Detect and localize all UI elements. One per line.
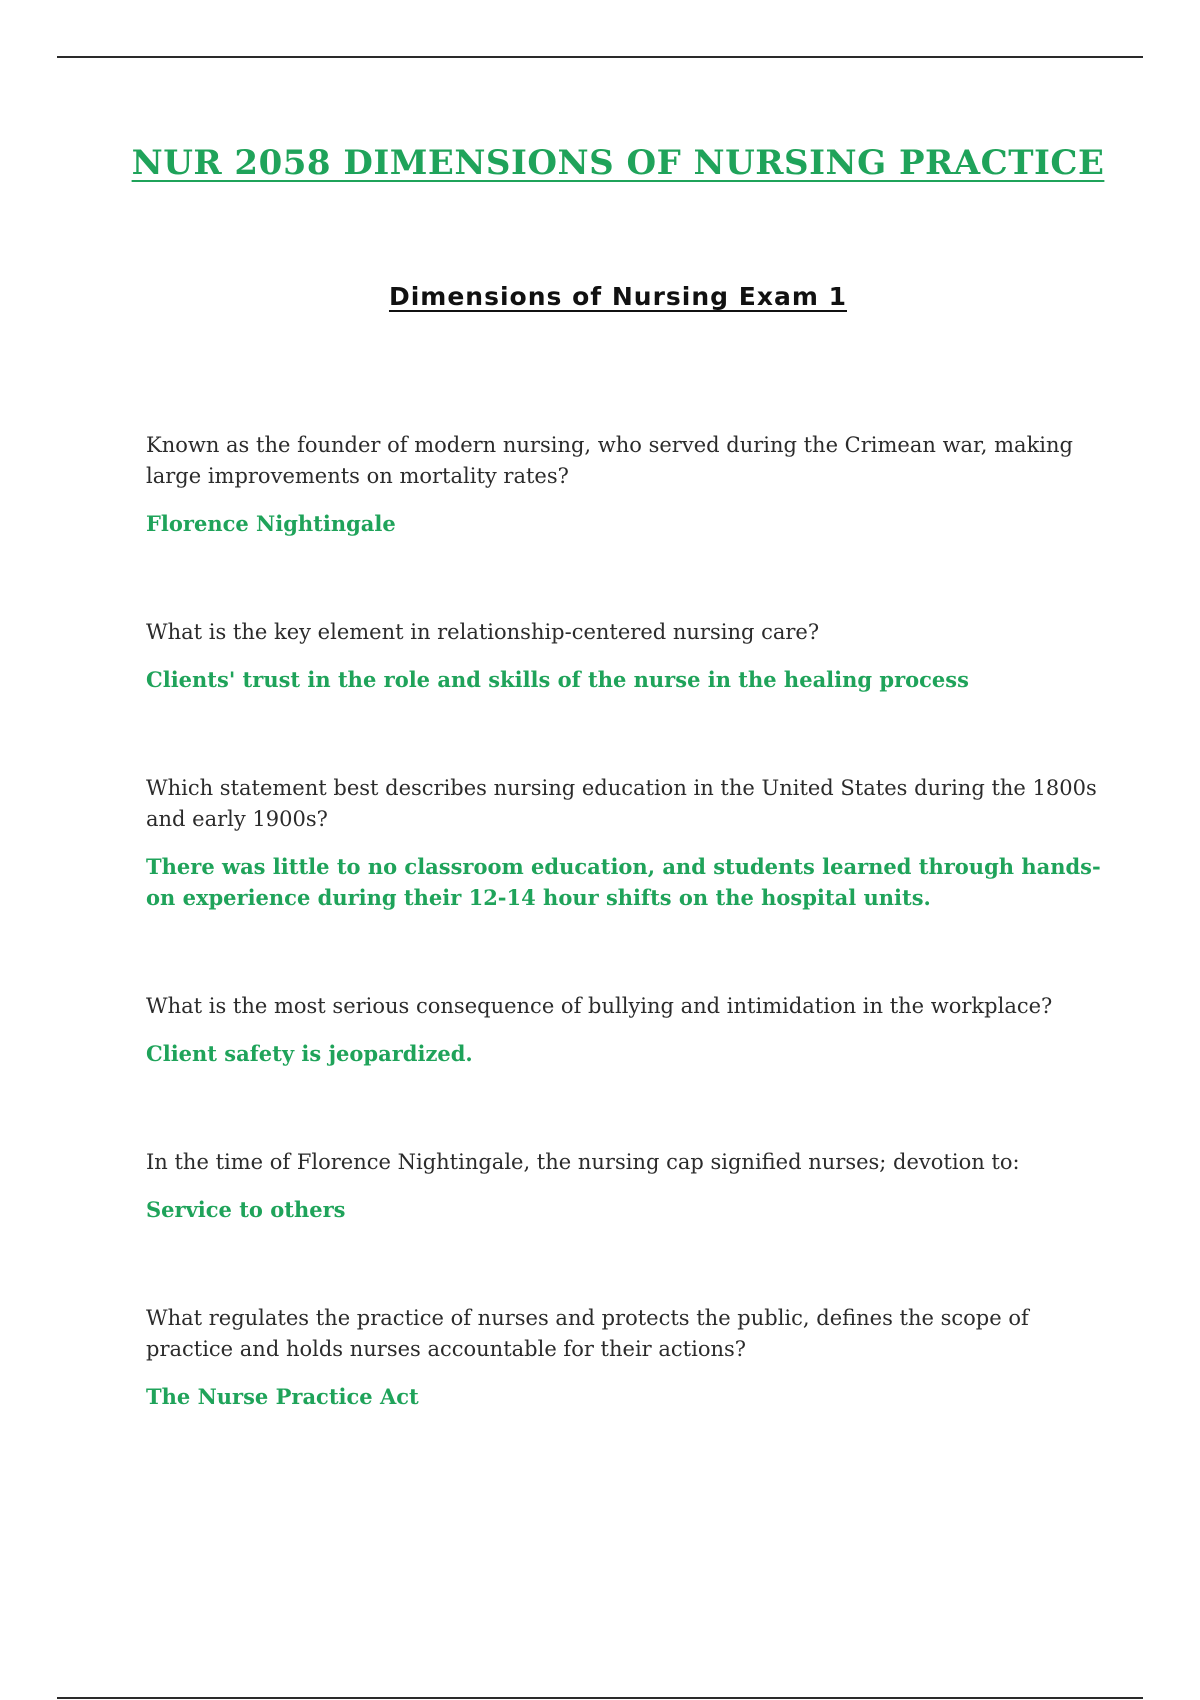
qa-item [146,773,1106,913]
answer-text: There was little to no classroom education, and students learned through hands-on experience during their 12-14 hour shifts on the hospital units. [146,854,1101,910]
question-text: Known as the founder of modern nursing, who served during the Crimean war, making large improvements on mortality rates? [146,433,1073,488]
document-subtitle: Dimensions of Nursing Exam 1 [388,282,847,311]
top-divider [57,56,1143,58]
question-text: What is the most serious consequence of bullying and intimidation in the workplace? [146,994,1053,1018]
answer-text: Service to others [146,1197,346,1222]
answer-text: Clients' trust in the role and skills of the nurse in the healing process [146,667,969,692]
answer-text: Florence Nightingale [146,511,396,536]
question-text: In the time of Florence Nightingale, the nursing cap signified nurses; devotion to: [146,1150,1020,1174]
qa-list [146,430,1106,1412]
qa-item [146,617,1106,695]
question-text: What is the key element in relationship-centered nursing care? [146,620,820,644]
qa-item [146,1303,1106,1412]
qa-item [146,1147,1106,1225]
question-text: What regulates the practice of nurses and protects the public, defines the scope of practice and holds nurses accountable for their actions? [146,1306,1029,1361]
bottom-divider [57,1697,1143,1699]
answer-text: Client safety is jeopardized. [146,1041,473,1066]
qa-item [146,991,1106,1069]
question-text: Which statement best describes nursing education in the United States during the 1800s and early 1900s? [146,776,1097,831]
document-title: NUR 2058 DIMENSIONS OF NURSING PRACTICE [131,143,1105,183]
qa-item [146,430,1106,539]
answer-text: The Nurse Practice Act [146,1384,419,1409]
